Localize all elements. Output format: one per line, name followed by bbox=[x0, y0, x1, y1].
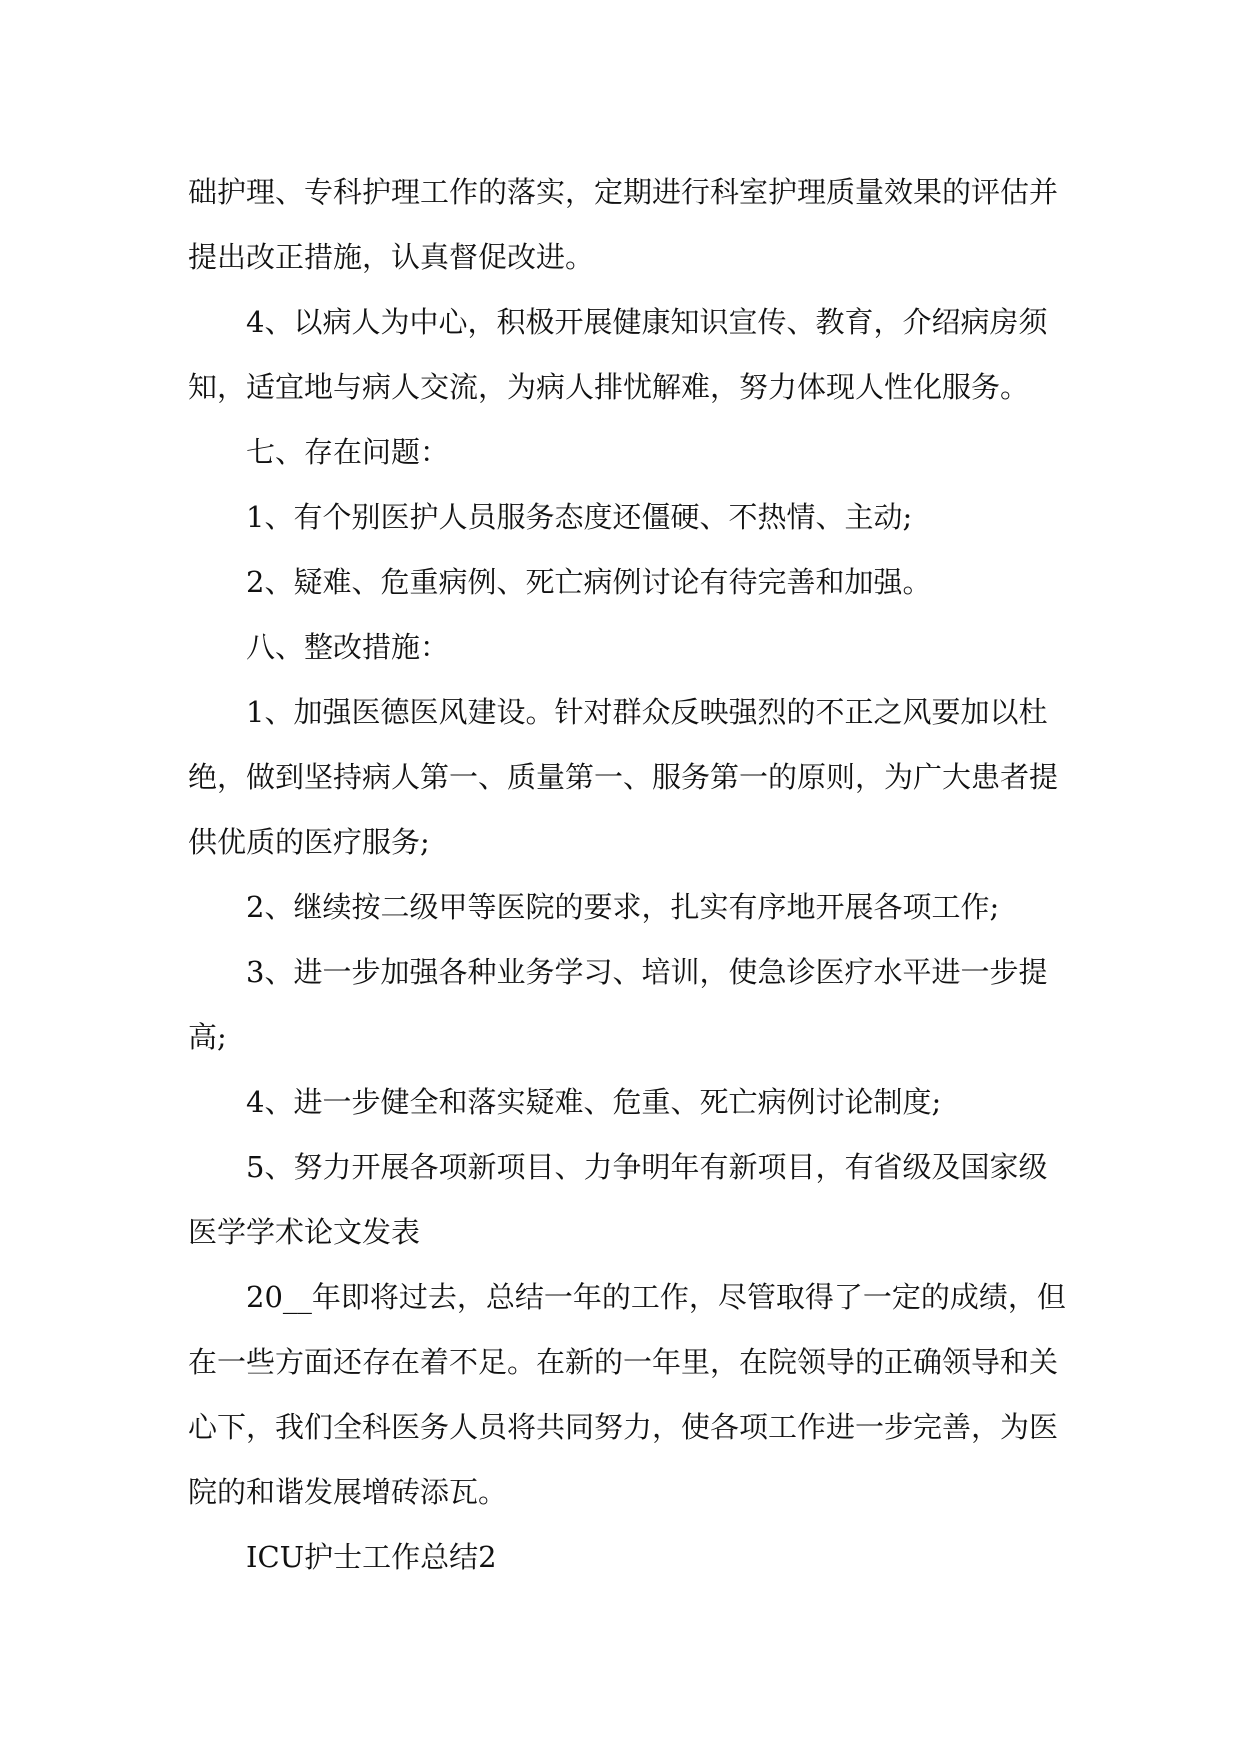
text-line: 提出改正措施，认真督促改进。 bbox=[188, 240, 595, 274]
text-line: 供优质的医疗服务; bbox=[188, 825, 430, 859]
text-line: 高; bbox=[188, 1020, 227, 1054]
text-line: 在一些方面还存在着不足。在新的一年里，在院领导的正确领导和关 bbox=[188, 1345, 1059, 1379]
section-heading bbox=[188, 420, 1054, 485]
paragraph bbox=[188, 290, 1054, 420]
document-body bbox=[188, 160, 1066, 1590]
text-line: 2、疑难、危重病例、死亡病例讨论有待完善和加强。 bbox=[246, 565, 932, 599]
paragraph bbox=[188, 160, 1059, 290]
list-item bbox=[188, 550, 1054, 615]
text-line: 4、进一步健全和落实疑难、危重、死亡病例讨论制度; bbox=[246, 1085, 942, 1119]
text-line: 20__年即将过去，总结一年的工作，尽管取得了一定的成绩，但 bbox=[246, 1280, 1066, 1314]
text-line: ICU护士工作总结2 bbox=[246, 1540, 497, 1574]
closing-paragraph bbox=[188, 1265, 1066, 1525]
list-item bbox=[188, 680, 1059, 875]
text-line: 医学学术论文发表 bbox=[188, 1215, 421, 1249]
text-line: 绝，做到坚持病人第一、质量第一、服务第一的原则，为广大患者提 bbox=[188, 760, 1059, 794]
text-line: 知，适宜地与病人交流，为病人排忧解难，努力体现人性化服务。 bbox=[188, 370, 1030, 404]
text-line: 3、进一步加强各种业务学习、培训，使急诊医疗水平进一步提 bbox=[246, 955, 1048, 989]
text-line: 5、努力开展各项新项目、力争明年有新项目，有省级及国家级 bbox=[246, 1150, 1048, 1184]
list-item bbox=[188, 1135, 1054, 1265]
list-item bbox=[188, 940, 1054, 1070]
text-line: 院的和谐发展增砖添瓦。 bbox=[188, 1475, 508, 1509]
next-section-title bbox=[188, 1525, 1054, 1590]
text-line: 八、整改措施： bbox=[246, 630, 450, 664]
text-line: 2、继续按二级甲等医院的要求，扎实有序地开展各项工作; bbox=[246, 890, 1000, 924]
section-heading bbox=[188, 615, 1054, 680]
list-item bbox=[188, 485, 1054, 550]
text-line: 础护理、专科护理工作的落实，定期进行科室护理质量效果的评估并 bbox=[188, 175, 1059, 209]
text-line: 4、以病人为中心，积极开展健康知识宣传、教育，介绍病房须 bbox=[246, 305, 1048, 339]
text-line: 1、有个别医护人员服务态度还僵硬、不热情、主动; bbox=[246, 500, 913, 534]
list-item bbox=[188, 875, 1054, 940]
text-line: 心下，我们全科医务人员将共同努力，使各项工作进一步完善，为医 bbox=[188, 1410, 1059, 1444]
text-line: 1、加强医德医风建设。针对群众反映强烈的不正之风要加以杜 bbox=[246, 695, 1048, 729]
list-item bbox=[188, 1070, 1054, 1135]
text-line: 七、存在问题： bbox=[246, 435, 450, 469]
